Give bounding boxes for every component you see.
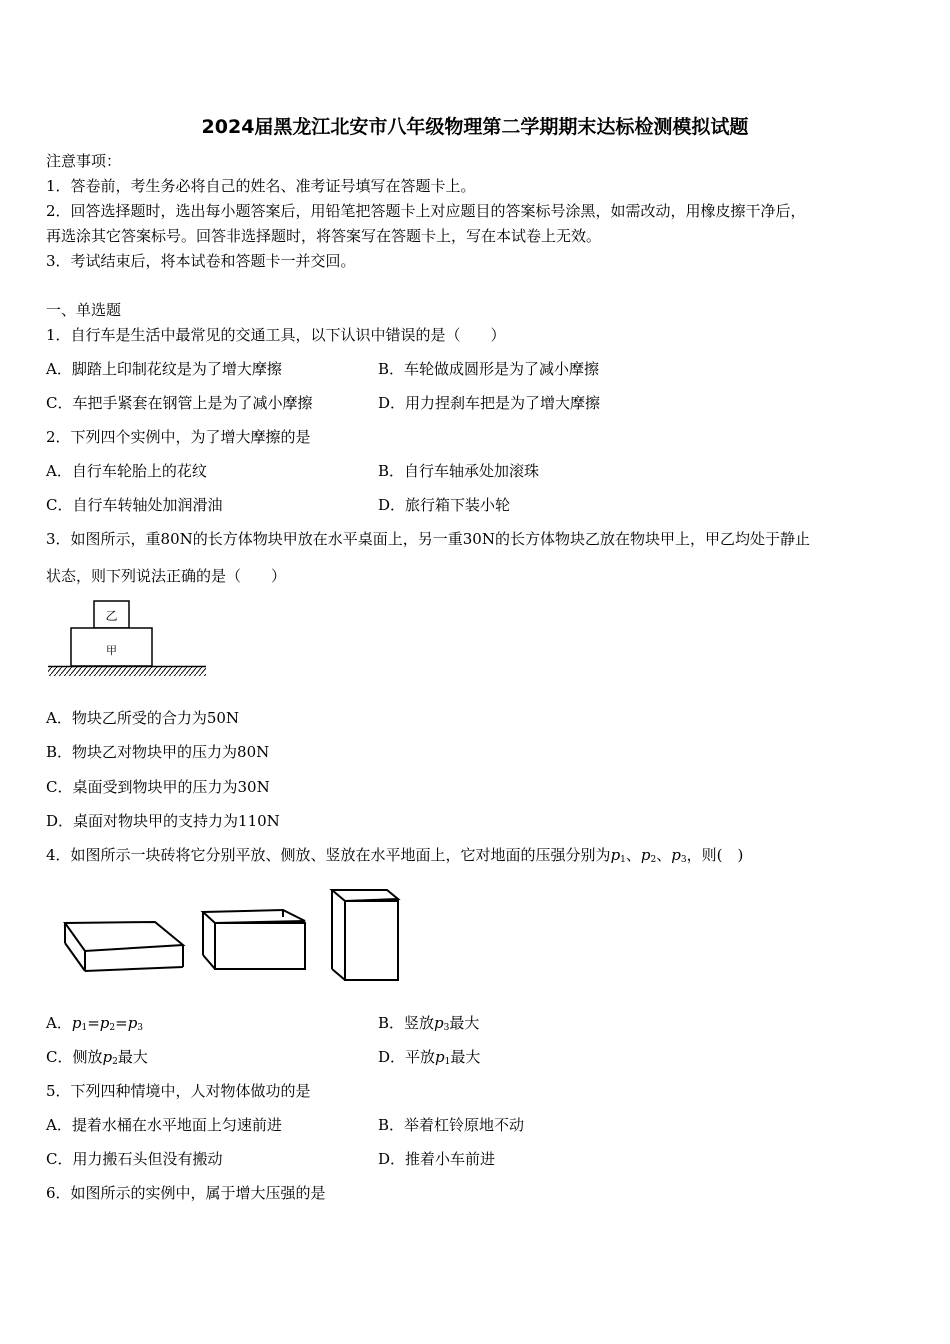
q5-option-b: B．举着杠铃原地不动 <box>378 1116 525 1134</box>
notice-item: 1．答卷前，考生务必将自己的姓名、准考证号填写在答题卡上。 <box>46 177 476 195</box>
brick-flat <box>65 922 183 971</box>
q4-option-b: B．竖放$p_3$最大 <box>378 1014 480 1033</box>
q1-option-b: B．车轮做成圆形是为了减小摩擦 <box>378 360 600 378</box>
q5-stem: 5．下列四种情境中，人对物体做功的是 <box>46 1082 311 1100</box>
q3-option-c: C．桌面受到物块甲的压力为30N <box>46 778 270 796</box>
block-jia-label: 甲 <box>106 644 117 657</box>
q5-option-d: D．推着小车前进 <box>378 1150 496 1168</box>
stacked-blocks-figure <box>46 596 211 680</box>
q5-option-c: C．用力搬石头但没有搬动 <box>46 1150 223 1168</box>
q1-option-c: C．车把手紧套在钢管上是为了减小摩擦 <box>46 394 313 412</box>
brick-side <box>203 910 305 969</box>
notice-item: 3．考试结束后，将本试卷和答题卡一并交回。 <box>46 252 356 270</box>
notice-item: 2．回答选择题时，选出每小题答案后，用铅笔把答题卡上对应题目的答案标号涂黑，如需改动，用橡皮擦干净后， <box>46 202 806 220</box>
bricks-figure <box>55 885 410 985</box>
page-title: 2024届黑龙江北安市八年级物理第二学期期末达标检测模拟试题 <box>201 116 749 138</box>
q2-option-a: A．自行车轮胎上的花纹 <box>46 462 207 480</box>
q2-option-b: B．自行车轴承处加滚珠 <box>378 462 540 480</box>
q1-stem: 1．自行车是生活中最常见的交通工具，以下认识中错误的是（ ） <box>46 326 506 344</box>
block-yi-label: 乙 <box>105 609 118 623</box>
q2-option-d: D．旅行箱下装小轮 <box>378 496 511 514</box>
q1-option-a: A．脚踏上印制花纹是为了增大摩擦 <box>46 360 282 378</box>
q3-stem-continued: 状态，则下列说法正确的是（ ） <box>46 567 287 585</box>
notice-heading: 注意事项： <box>46 152 122 170</box>
q6-stem: 6．如图所示的实例中，属于增大压强的是 <box>46 1184 326 1202</box>
notice-item: 再选涂其它答案标号。回答非选择题时，将答案写在答题卡上，写在本试卷上无效。 <box>46 227 602 245</box>
ground-hatch <box>48 667 206 676</box>
q1-option-d: D．用力捏刹车把是为了增大摩擦 <box>378 394 601 412</box>
q2-stem: 2．下列四个实例中，为了增大摩擦的是 <box>46 428 311 446</box>
section-heading: 一、单选题 <box>46 301 122 319</box>
q3-option-b: B．物块乙对物块甲的压力为80N <box>46 743 270 761</box>
q4-stem: 4．如图所示一块砖将它分别平放、侧放、竖放在水平地面上，它对地面的压强分别为$p_1$、$p_2$、$p_3$，则( ) <box>46 846 744 865</box>
q3-option-a: A．物块乙所受的合力为50N <box>46 709 240 727</box>
q4-option-a: A．$p_1=p_2=p_3$ <box>46 1014 144 1033</box>
q2-option-c: C．自行车转轴处加润滑油 <box>46 496 223 514</box>
q3-stem: 3．如图所示，重80N的长方体物块甲放在水平桌面上，另一重30N的长方体物块乙放在物块甲上，甲乙均处于静止 <box>46 530 810 548</box>
q3-option-d: D．桌面对物块甲的支持力为110N <box>46 812 280 830</box>
q5-option-a: A．提着水桶在水平地面上匀速前进 <box>46 1116 282 1134</box>
brick-upright <box>332 890 398 980</box>
q4-option-d: D．平放$p_1$最大 <box>378 1048 481 1067</box>
q4-option-c: C．侧放$p_2$最大 <box>46 1048 148 1067</box>
